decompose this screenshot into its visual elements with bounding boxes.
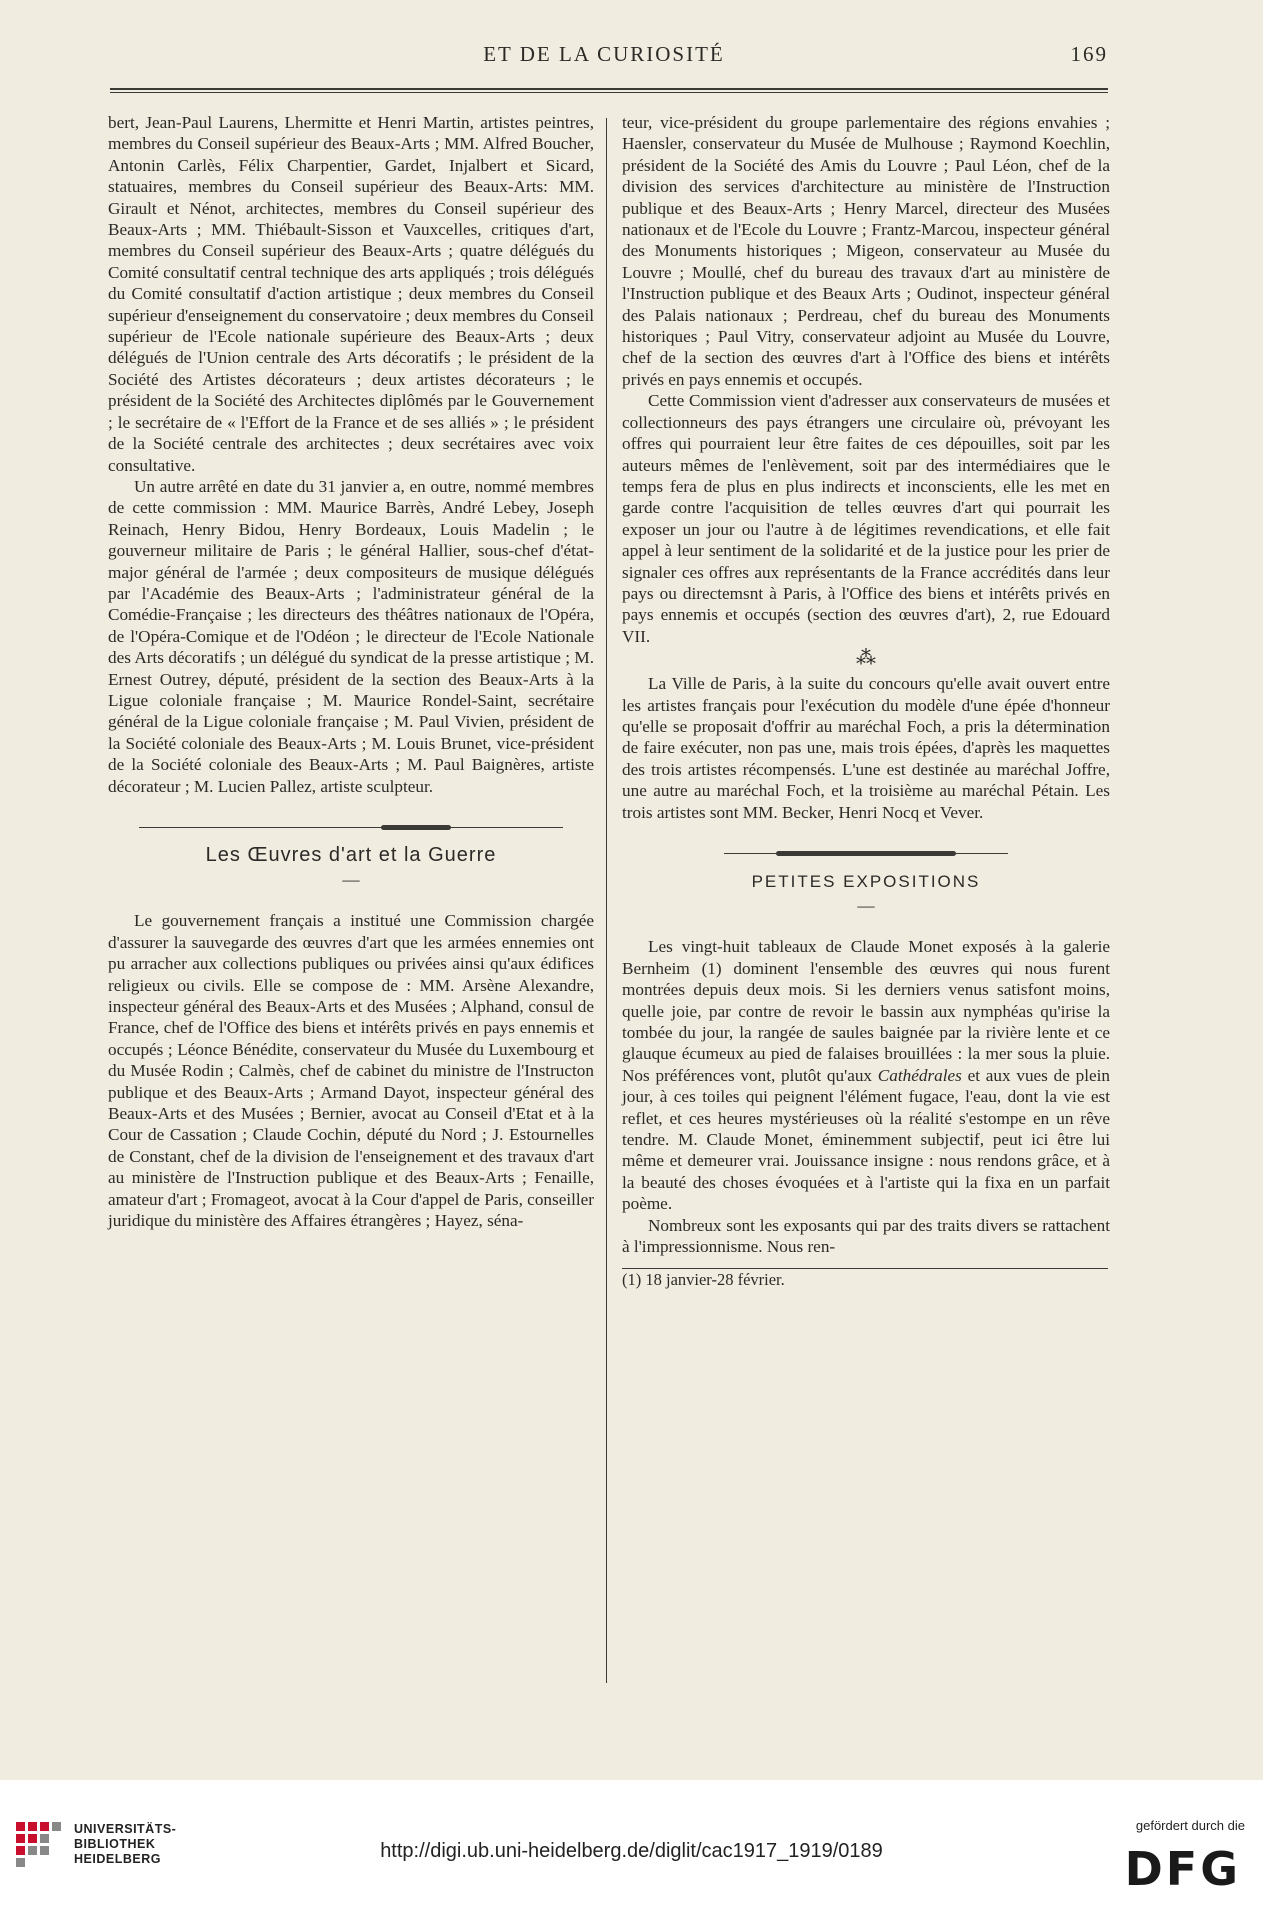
column-rule [606, 118, 607, 1683]
paragraph: bert, Jean-Paul Laurens, Lhermitte et Henri Martin, artistes peintres, membres du Conseil supérieur des Beaux-Arts ; MM. Alfred Boucher, Antonin Carlès, Félix Charpentier, Gardet, Injalbert et Sicard, statuaires, membres du Conseil supérieur des Beaux-Arts: MM. Girault et Nénot, architectes, membres du Conseil supérieur des Beaux-Arts ; MM. Thiébault-Sisson et Vauxcelles, critiques d'art, membres du Conseil supérieur des Beaux-Arts ; quatre délégués du Comité consultatif central technique des arts appliqués ; trois délégués du Comité consultatif d'action artistique ; deux membres du Conseil supérieur d'enseignement du conservatoire ; deux membres du Conseil supérieur de l'Ecole nationale supérieure des Beaux-Arts ; deux délégués de l'Union centrale des Arts décoratifs ; le président de la Société des Artistes décorateurs ; deux artistes décorateurs ; le président de la Société des Architectes diplômés par le Gouvernement ; le secrétaire de « l'Effort de la France et de ses alliés » ; le président de la Société centrale des architectes ; deux secrétaires avec voix consultative. [108, 113, 594, 475]
left-column [108, 112, 594, 1232]
library-name-line: HEIDELBERG [74, 1852, 161, 1866]
ornament-divider [108, 815, 594, 825]
section-title: Les Œuvres d'art et la Guerre [205, 844, 497, 866]
paragraph-text: et aux vues de plein jour, à ces toiles qui peignent l'élément fugace, l'eau, dont la vie est reflet, et ces heures mystérieuses où la réalité s'estompe en un rêve tendre. M. Claude Monet, éminemment subjectif, peut ici être lui même et demeurer vrai. Jouissance insigne : nous rendons grâce, et à la beauté des choses évoquées et à l'artiste qui la fixa en un parfait poème. [622, 1065, 1110, 1214]
paragraph: Nombreux sont les exposants qui par des traits divers se rattachent à l'impressionnisme. Nous ren- [622, 1215, 1110, 1257]
footnote: (1) 18 janvier-28 février. [622, 1269, 785, 1289]
ornament-divider [622, 841, 1110, 851]
running-head-title: ET DE LA CURIOSITÉ [483, 42, 725, 66]
dfg-logo: DFG [1124, 1842, 1241, 1896]
paragraph: teur, vice-président du groupe parlementaire des régions envahies ; Haensler, conservateur du Musée de Mulhouse ; Raymond Koechlin, président de la Société des Amis du Louvre ; Paul Léon, chef de la division des services d'architecture au ministère de l'Instruction publique et des Beaux-Arts ; Henry Marcel, directeur des Musées nationaux et de l'Ecole du Louvre ; Frantz-Marcou, inspecteur général des Monuments historiques ; Migeon, conservateur au Musée du Louvre ; Moullé, chef du bureau des travaux d'art au ministère de l'Instruction publique et des Beaux Arts ; Oudinot, inspecteur général des Palais nationaux ; Perdreau, chef du bureau des Monuments historiques ; Paul Vitry, conservateur adjoint au Musée du Louvre, chef de la section des œuvres d'art à l'Office des biens et intérêts privés en pays ennemis et occupés. [622, 113, 1110, 389]
paragraph: Le gouvernement français a institué une Commission chargée d'assurer la sauvegarde des œuvres d'art que les armées ennemies ont pu arracher aux collections publiques ou privées ainsi qu'aux édifices religieux ou civils. Elle se compose de : MM. Arsène Alexandre, inspecteur général des Beaux-Arts et des Musées ; Alphand, consul de France, chef de l'Office des biens et intérêts privés en pays ennemis et occupés ; Léonce Bénédite, conservateur du Musée du Luxembourg et du Musée Rodin ; Calmès, chef de cabinet du ministre de l'Instructon publique et des Beaux-Arts ; Armand Dayot, inspecteur général des Beaux-Arts et des Musées ; Bernier, avocat au Conseil d'Etat et à la Cour de Cassation ; Claude Cochin, député du Nord ; J. Estournelles de Constant, chef de la division de l'enseignement et des travaux d'art au ministère de l'Instruction publique et des Beaux-Arts ; Fenaille, amateur d'art ; Fromageot, avocat à la Cour d'appel de Paris, conseiller juridique du ministère des Affaires étrangères ; Hayez, séna- [108, 911, 594, 1231]
paragraph: La Ville de Paris, à la suite du concours qu'elle avait ouvert entre les artistes français pour l'exécution du modèle d'une épée d'honneur qu'elle se proposait d'offrir au maréchal Foch, a pris la détermination de faire exécuter, non pas une, mais trois épées, d'après les maquettes des trois artistes récompensés. L'une est destinée au maréchal Joffre, une autre au maréchal Foch, et la troisième au maréchal Pétain. Les trois artistes sont MM. Becker, Henri Nocq et Vever. [622, 674, 1110, 822]
page-number: 169 [1070, 42, 1108, 66]
header-rule [110, 88, 1108, 93]
library-name-line: UNIVERSITÄTS- [74, 1822, 177, 1836]
paragraph: Cette Commission vient d'adresser aux conservateurs de musées et collectionneurs des pays étrangers une circulaire où, prévoyant les offres qui pourraient leur être faites de ces dépouilles, soit par les auteurs mêmes de l'enlèvement, soit par des intermédiaires que le temps fera de plus en plus indirects et inconscients, elle les met en garde contre l'acquisition de telles œuvres d'art qui pourrait les exposer un jour ou l'autre à de légitimes revendications, et elle fait appel à leur sentiment de la solidarité et de la justice pour les prier de signaler ces offres aux représentants de la France accrédités dans leur pays ou directemsnt à Paris, à l'Office des biens et intérêts privés en pays ennemis et occupés (section des œuvres d'art), 2, rue Edouard VII. [622, 391, 1110, 646]
digitization-footer [0, 1780, 1263, 1910]
library-name-line: BIBLIOTHEK [74, 1837, 156, 1851]
italic-title: Cathédrales [877, 1065, 962, 1085]
section-title: PETITES EXPOSITIONS [751, 872, 981, 891]
source-url[interactable]: http://digi.ub.uni-heidelberg.de/diglit/cac1917_1919/0189 [380, 1840, 883, 1862]
section-dash: — [342, 870, 360, 890]
asterism: ⁂ [856, 647, 876, 670]
right-column [622, 112, 1110, 1290]
section-dash: — [857, 896, 875, 916]
sponsor-text: gefördert durch die [1135, 1818, 1245, 1833]
paragraph [622, 936, 1110, 1214]
paragraph-text: Les vingt-huit tableaux de Claude Monet exposés à la galerie Bernheim (1) dominent l'ensemble des œuvres qui nous furent montrées depuis deux mois. Si les derniers venus satisfont moins, quelle joie, par contre de revoir le bassin aux nymphéas qu'irise la tombée du jour, la rangée de saules baignée par la rivière lente et ce glauque écumeux au pied de falaises brouillées : la mer sous la pluie. Nos préférences vont, plutôt qu'aux [622, 937, 1110, 1085]
paragraph: Un autre arrêté en date du 31 janvier a, en outre, nommé membres de cette commission : MM. Maurice Barrès, André Lebey, Joseph Reinach, Henry Bidou, Henry Bordeaux, Louis Madelin ; le gouverneur militaire de Paris ; le général Hallier, sous-chef d'état-major général de l'armée ; deux compositeurs de musique délégués par l'Académie des Beaux-Arts ; l'administrateur général de la Comédie-Française ; les directeurs des théâtres nationaux de l'Opéra, de l'Opéra-Comique et de l'Odéon ; le directeur de l'Ecole Nationale des Arts décoratifs ; un délégué du syndicat de la presse artistique ; M. Ernest Outrey, député, président de la section des Beaux-Arts à la Ligue coloniale française ; M. Maurice Rondel-Saint, secrétaire général de la Ligue coloniale française ; M. Paul Vivien, président de la Société coloniale des Beaux-Arts ; M. Louis Brunet, vice-président de la Société coloniale des Beaux-Arts ; M. Paul Baignères, artiste décorateur ; M. Lucien Pallez, artiste sculpteur. [108, 476, 594, 796]
